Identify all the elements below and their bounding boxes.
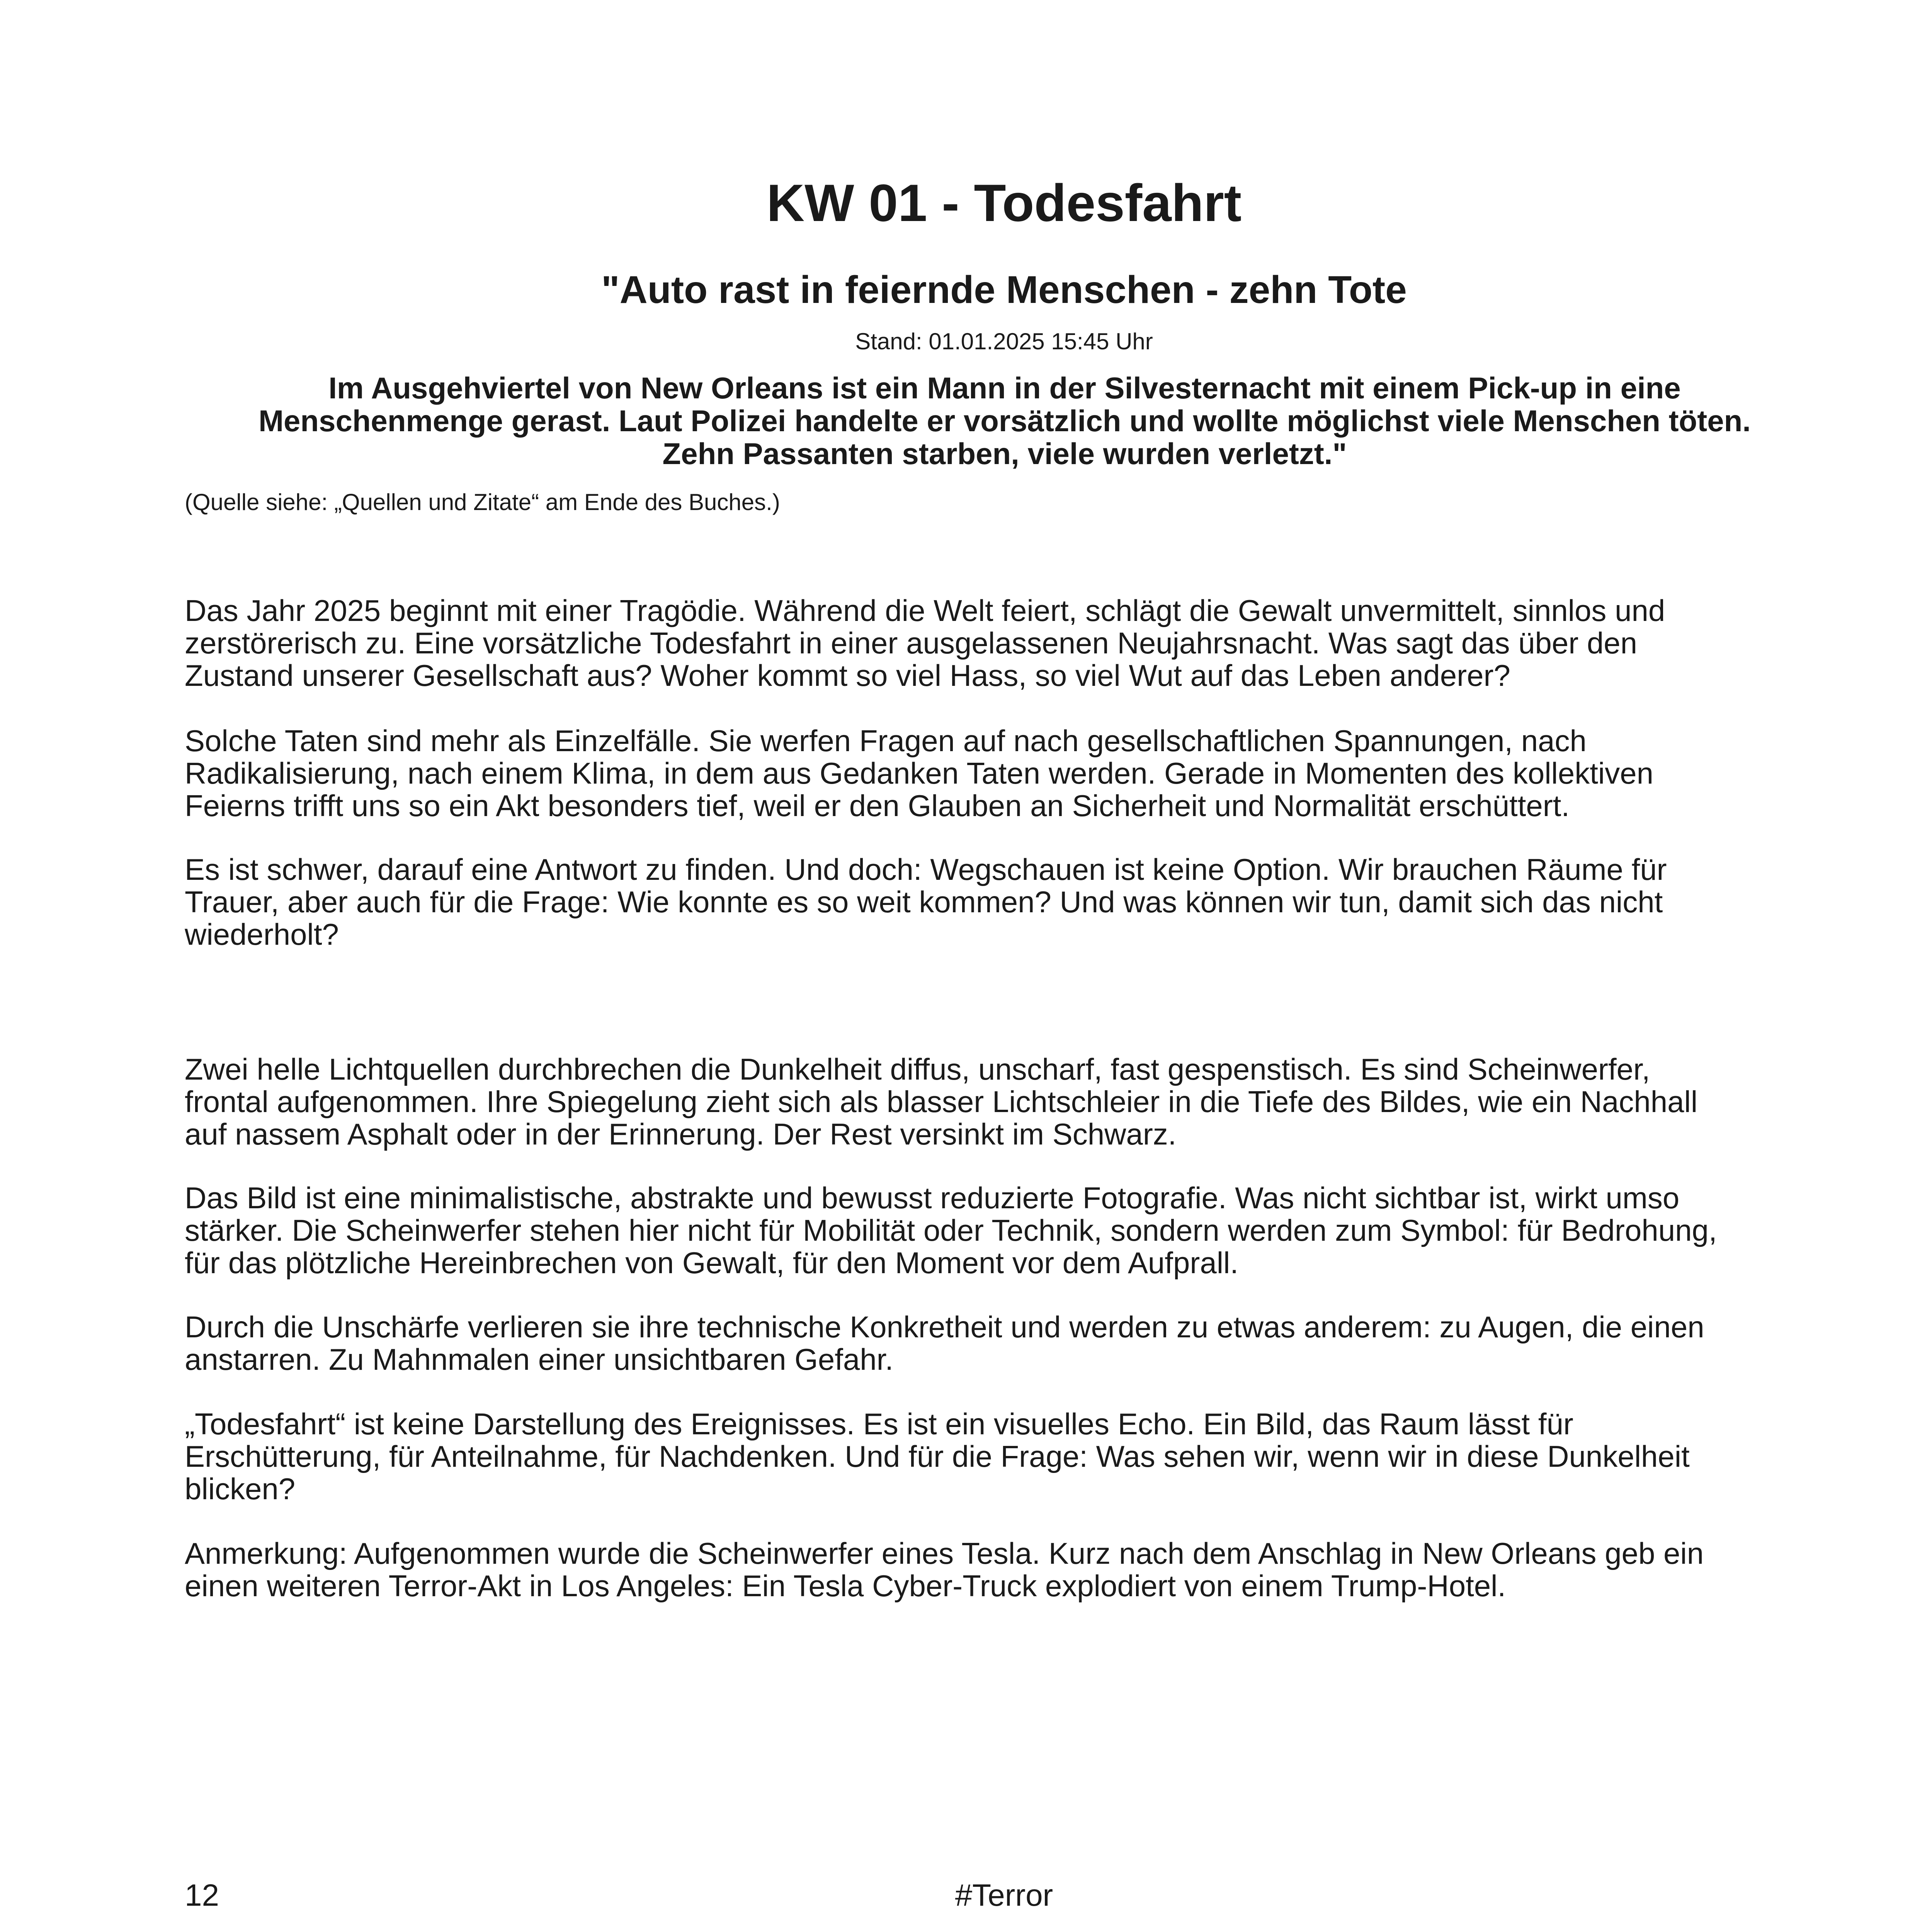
paragraph-line: auf nassem Asphalt oder in der Erinnerung. Der Rest versinkt im Schwarz. bbox=[185, 1117, 1177, 1151]
body-paragraph bbox=[185, 1182, 1846, 1279]
paragraph-line: einen weiteren Terror-Akt in Los Angeles: Ein Tesla Cyber-Truck explodiert von einem Trump-Hotel. bbox=[185, 1569, 1506, 1603]
quote-lead-line: Menschenmenge gerast. Laut Polizei handelte er vorsätzlich und wollte möglichst viele Menschen töten. bbox=[259, 404, 1751, 438]
paragraph-line: Radikalisierung, nach einem Klima, in dem aus Gedanken Taten werden. Gerade in Momenten des kollektiven bbox=[185, 756, 1654, 790]
body-paragraph bbox=[185, 853, 1846, 951]
paragraph-line: „Todesfahrt“ ist keine Darstellung des Ereignisses. Es ist ein visuelles Echo. Ein Bild, das Raum lässt für bbox=[185, 1407, 1573, 1441]
paragraph-line: zerstörerisch zu. Eine vorsätzliche Todesfahrt in einer ausgelassenen Neujahrsnacht. Was sagt das über den bbox=[185, 626, 1638, 660]
paragraph-line: blicken? bbox=[185, 1472, 296, 1506]
paragraph-line: Zustand unserer Gesellschaft aus? Woher kommt so viel Hass, so viel Wut auf das Leben anderer? bbox=[185, 658, 1510, 692]
body-paragraph bbox=[185, 1053, 1846, 1150]
paragraph-line: frontal aufgenommen. Ihre Spiegelung zieht sich als blasser Lichtschleier in die Tiefe des Bildes, wie ein Nachhall bbox=[185, 1085, 1698, 1119]
paragraph-line: wiederholt? bbox=[185, 917, 339, 951]
quote-headline: "Auto rast in feiernde Menschen - zehn Tote bbox=[601, 268, 1407, 311]
paragraph-line: Das Jahr 2025 beginnt mit einer Tragödie. Während die Welt feiert, schlägt die Gewalt unvermittelt, sinnlos und bbox=[185, 594, 1665, 628]
paragraph-line: Das Bild ist eine minimalistische, abstrakte und bewusst reduzierte Fotografie. Was nicht sichtbar ist, wirkt umso bbox=[185, 1181, 1680, 1215]
paragraph-line: Feierns trifft uns so ein Akt besonders tief, weil er den Glauben an Sicherheit und Normalität erschüttert. bbox=[185, 789, 1570, 823]
paragraph-line: stärker. Die Scheinwerfer stehen hier nicht für Mobilität oder Technik, sondern werden zum Symbol: für Bedrohung, bbox=[185, 1213, 1717, 1247]
body-paragraph bbox=[185, 1311, 1846, 1376]
paragraph-line: anstarren. Zu Mahnmalen einer unsichtbaren Gefahr. bbox=[185, 1342, 894, 1376]
body-paragraph bbox=[185, 1537, 1846, 1602]
quote-lead bbox=[155, 372, 1855, 470]
paragraph-line: Zwei helle Lichtquellen durchbrechen die Dunkelheit diffus, unscharf, fast gespenstisch. Es sind Scheinwerfer, bbox=[185, 1052, 1650, 1086]
body-paragraph bbox=[185, 594, 1846, 692]
paragraph-line: für das plötzliche Hereinbrechen von Gewalt, für den Moment vor dem Aufprall. bbox=[185, 1246, 1239, 1280]
source-note: (Quelle siehe: „Quellen und Zitate“ am Ende des Buches.) bbox=[185, 489, 780, 515]
paragraph-line: Erschütterung, für Anteilnahme, für Nachdenken. Und für die Frage: Was sehen wir, wenn wir in diese Dunkelheit bbox=[185, 1439, 1690, 1473]
body-paragraph bbox=[185, 1408, 1846, 1505]
paragraph-line: Es ist schwer, darauf eine Antwort zu finden. Und doch: Wegschauen ist keine Option. Wir brauchen Räume für bbox=[185, 852, 1667, 886]
paragraph-line: Durch die Unschärfe verlieren sie ihre technische Konkretheit und werden zu etwas anderem: zu Augen, die einen bbox=[185, 1310, 1704, 1344]
quote-lead-line: Im Ausgehviertel von New Orleans ist ein Mann in der Silvesternacht mit einem Pick-up in eine bbox=[328, 371, 1681, 405]
quote-timestamp: Stand: 01.01.2025 15:45 Uhr bbox=[855, 328, 1153, 354]
body-paragraph bbox=[185, 724, 1846, 822]
page-title: KW 01 - Todesfahrt bbox=[766, 173, 1242, 232]
quote-lead-line: Zehn Passanten starben, viele wurden verletzt." bbox=[662, 437, 1347, 471]
paragraph-line: Anmerkung: Aufgenommen wurde die Scheinwerfer eines Tesla. Kurz nach dem Anschlag in New Orleans geb ein bbox=[185, 1536, 1704, 1570]
paragraph-line: Solche Taten sind mehr als Einzelfälle. Sie werfen Fragen auf nach gesellschaftlichen Spannungen, nach bbox=[185, 724, 1587, 758]
paragraph-line: Trauer, aber auch für die Frage: Wie konnte es so weit kommen? Und was können wir tun, damit sich das nicht bbox=[185, 885, 1663, 919]
footer-hashtag: #Terror bbox=[955, 1878, 1053, 1912]
page-number: 12 bbox=[185, 1878, 219, 1912]
